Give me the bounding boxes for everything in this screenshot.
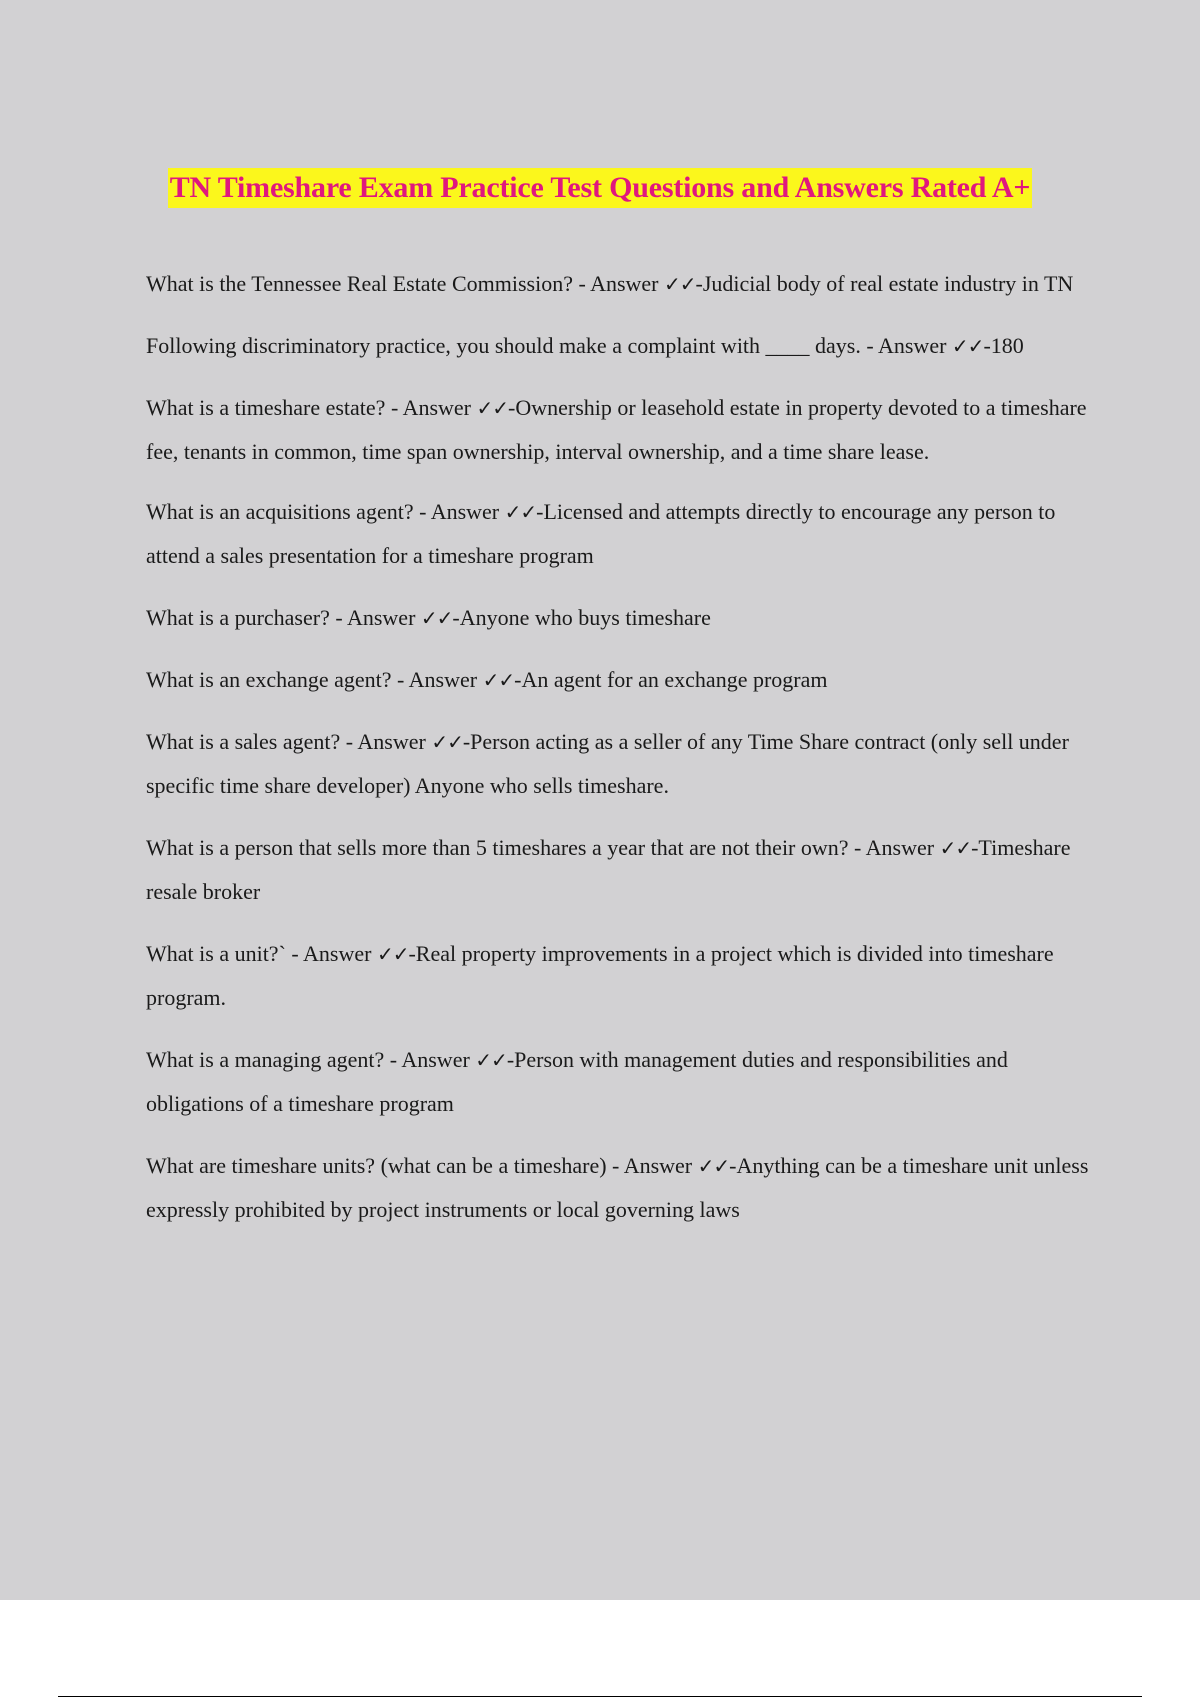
- answer-label: Answer: [402, 395, 471, 420]
- double-check-icon: ✓✓: [939, 836, 972, 860]
- answer-text: -Anything can be a timeshare unit unless expressly prohibited by project instruments or local governing laws: [146, 1153, 1089, 1222]
- answer-label: Answer: [408, 667, 478, 692]
- double-check-icon: ✓✓: [504, 500, 537, 524]
- question-text: What is a timeshare estate? -: [146, 395, 403, 420]
- answer-label: Answer: [623, 1153, 693, 1178]
- question-text: What is a purchaser? -: [146, 605, 347, 630]
- qa-item: [146, 490, 1090, 578]
- answer-label: Answer: [346, 605, 416, 630]
- footer-divider: [58, 1696, 1142, 1697]
- question-text: What is a person that sells more than 5 timeshares a year that are not their own? -: [146, 835, 866, 860]
- qa-item: [146, 324, 1090, 368]
- double-check-icon: ✓✓: [475, 1048, 507, 1072]
- double-check-icon: ✓✓: [376, 942, 409, 966]
- qa-item: [146, 658, 1090, 702]
- double-check-icon: ✓✓: [431, 730, 463, 754]
- answer-text: -An agent for an exchange program: [514, 667, 828, 692]
- answer-text: -Licensed and attempts directly to encourage any person to attend a sales presentation for a timeshare program: [146, 499, 1056, 568]
- question-text: Following discriminatory practice, you should make a complaint with ____ days. -: [146, 333, 878, 358]
- question-text: What is a managing agent? -: [146, 1047, 402, 1072]
- qa-item: [146, 1144, 1090, 1232]
- qa-item: [146, 262, 1090, 306]
- question-text: What is the Tennessee Real Estate Commission? -: [146, 271, 591, 296]
- answer-label: Answer: [590, 271, 659, 296]
- answer-text: -Ownership or leasehold estate in property devoted to a timeshare fee, tenants in common, time span ownership, interval ownership, and a time share lease.: [146, 395, 1087, 464]
- question-text: What are timeshare units? (what can be a timeshare) -: [146, 1153, 624, 1178]
- title-container: [0, 168, 1200, 208]
- answer-text: -Judicial body of real estate industry in TN: [695, 271, 1074, 296]
- answer-text: -Person with management duties and responsibilities and obligations of a timeshare program: [146, 1047, 1008, 1116]
- question-text: What is a sales agent? -: [146, 729, 358, 754]
- document-title: TN Timeshare Exam Practice Test Questions and Answers Rated A+: [168, 168, 1033, 208]
- double-check-icon: ✓✓: [482, 668, 515, 692]
- double-check-icon: ✓✓: [697, 1154, 730, 1178]
- question-text: What is an acquisitions agent? -: [146, 499, 431, 524]
- question-text: What is an exchange agent? -: [146, 667, 409, 692]
- answer-label: Answer: [401, 1047, 470, 1072]
- qa-item: [146, 826, 1090, 914]
- qa-item: [146, 1038, 1090, 1126]
- qa-item: [146, 720, 1090, 808]
- answer-label: Answer: [430, 499, 500, 524]
- double-check-icon: ✓✓: [476, 396, 509, 420]
- answer-label: Answer: [303, 941, 372, 966]
- answer-text: -Anyone who buys timeshare: [452, 605, 711, 630]
- qa-list: [146, 262, 1090, 1250]
- double-check-icon: ✓✓: [951, 334, 984, 358]
- qa-item: [146, 596, 1090, 640]
- answer-text: -Timeshare resale broker: [146, 835, 1071, 904]
- answer-text: -Person acting as a seller of any Time Share contract (only sell under specific time share developer) Anyone who sells timeshare.: [146, 729, 1069, 798]
- answer-text: -180: [983, 333, 1024, 358]
- answer-text: -Real property improvements in a project which is divided into timeshare program.: [146, 941, 1054, 1010]
- answer-label: Answer: [865, 835, 935, 860]
- answer-label: Answer: [877, 333, 947, 358]
- double-check-icon: ✓✓: [420, 606, 453, 630]
- double-check-icon: ✓✓: [664, 272, 696, 296]
- question-text: What is a unit?` -: [146, 941, 304, 966]
- answer-label: Answer: [357, 729, 426, 754]
- qa-item: [146, 932, 1090, 1020]
- qa-item: [146, 386, 1090, 474]
